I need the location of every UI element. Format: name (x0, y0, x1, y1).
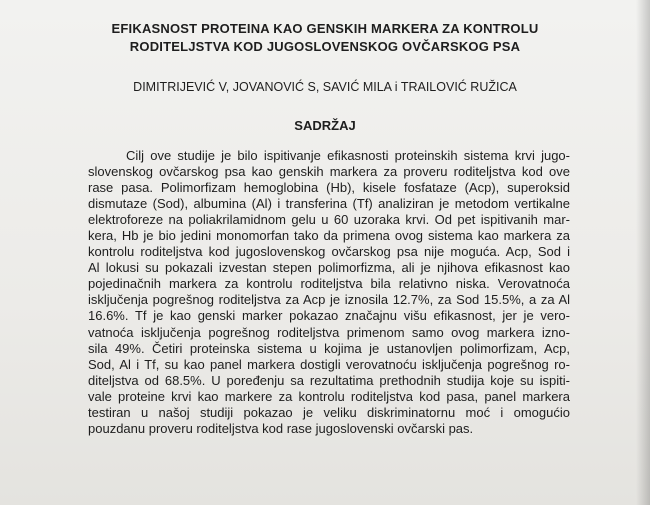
title-line-1: EFIKASNOST PROTEINA KAO GENSKIH MARKERA ZA KONTROLU (111, 21, 539, 36)
abstract-line: pouzdanu proveru roditeljstva kod rase jugoslovenski ovčarski pas. (88, 420, 474, 436)
abstract-line: Sod, Al i Tf, su kao panel markera dostigli verovatnoću isključenja pogrešnog ro- (88, 356, 570, 372)
title-line-2: RODITELJSTVA KOD JUGOSLOVENSKOG OVČARSKOG PSA (129, 39, 521, 54)
abstract-line: testiran u našoj studiji pokazao je veliku diskriminatornu moć i omogućio (88, 404, 570, 420)
abstract-line: pojedinačnih markera za kontrolu roditeljstva bila relativno niska. Verovatnoća (88, 276, 570, 292)
abstract-body (88, 148, 570, 437)
abstract-line: 16.6%. Tf je kao genski marker pokazao značajnu višu efikasnost, jer je vero- (88, 308, 570, 324)
authors: DIMITRIJEVIĆ V, JOVANOVIĆ S, SAVIĆ MILA i TRAILOVIĆ RUŽICA (133, 80, 517, 94)
abstract-line: vale proteine krvi kao markere za kontrolu roditeljstva kod pasa, panel markera (88, 388, 570, 404)
abstract-line: diteljstva od 68.5%. U poređenju sa rezultatima prethodnih studija koje su ispiti- (88, 372, 570, 388)
abstract-line: kera, Hb je bio jedini monomorfan tako da primena ovog sistema kao markera za (88, 228, 570, 244)
abstract-line: vatnoća isključenja pogrešnog roditeljstva primenom samo ovog markera izno- (88, 324, 570, 340)
abstract-line: kontrolu roditeljstva kod jugoslovenskog ovčarskog psa nije moguća. Acp, Sod i (88, 244, 570, 260)
abstract-line: Al lokusi su pokazali izvestan stepen polimorfizma, ali je njihova efikasnost kao (88, 260, 570, 276)
abstract-line: elektroforeze na poliakrilamidnom gelu u 60 uzoraka krvi. Od pet ispitivanih mar- (88, 212, 570, 228)
abstract-line: Cilj ove studije je bilo ispitivanje efikasnosti proteinskih sistema krvi jugo- (126, 148, 570, 163)
abstract-line: sila 49%. Četiri proteinska sistema u kojima je ustanovljen polimorfizam, Acp, (88, 340, 570, 356)
abstract-line: isključenja pogrešnog roditeljstva za Acp je iznosila 12.7%, za Sod 15.5%, a za Al (88, 292, 570, 308)
abstract-line: slovenskog ovčarskog psa kao genskih markera za proveru roditeljstva kod ove (88, 164, 570, 180)
abstract-line: dismutaze (Sod), albumina (Al) i transferina (Tf) analiziran je metodom vertikalne (88, 196, 570, 212)
section-heading: SADRŽAJ (294, 118, 356, 133)
abstract-line: rase pasa. Polimorfizam hemoglobina (Hb), kisele fosfataze (Acp), superoksid (88, 180, 570, 196)
